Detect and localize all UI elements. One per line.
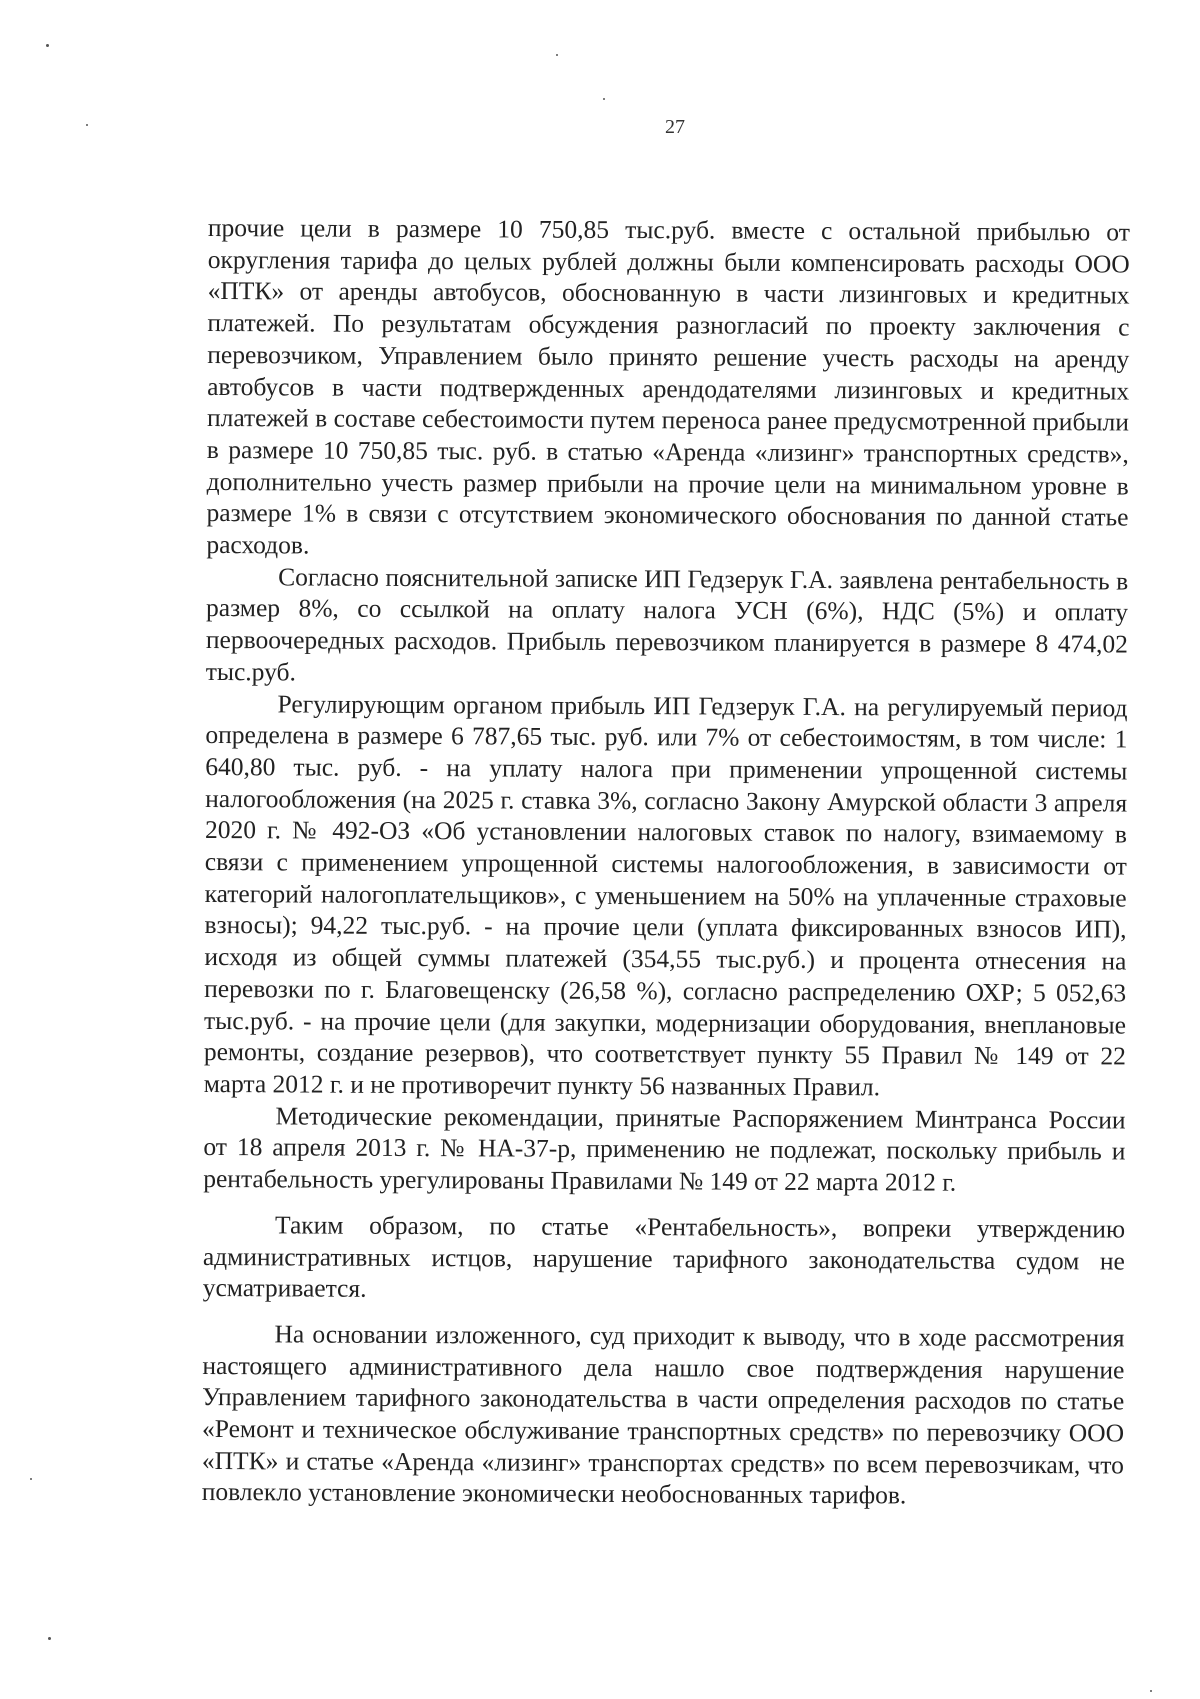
body-text (202, 212, 1130, 1513)
scan-speck (556, 54, 558, 56)
scan-speck (46, 44, 49, 47)
scan-speck (603, 98, 605, 100)
scan-speck (48, 1637, 51, 1640)
scan-speck (30, 1478, 32, 1480)
paragraph-regulator-profit: Регулирующим органом прибыль ИП Гедзерук Г.А. на регулируемый период определена в размере 6 787,65 тыс. руб. или 7% от себестоимостям, в том числе: 1 640,80 тыс. руб. - на уплату налога при применении упрощенной системы налогообложения (на 2025 г. ставка 3%, согласно Закону Амурской области 3 апреля 2020 г. № 492-ОЗ «Об установлении налоговых ставок по налогу, взимаемому в связи с применением упрощенной системы налогообложения, в зависимости от категорий налогоплательщиков», с уменьшением на 50% на уплаченные страховые взносы); 94,22 тыс.руб. - на прочие цели (уплата фиксированных взносов ИП), исходя из общей суммы платежей (354,55 тыс.руб.) и процента отнесения на перевозки по г. Благовещенску (26,58 %), согласно распределению ОХР; 5 052,63 тыс.руб. - на прочие цели (для закупки, модернизации оборудования, внеплановые ремонты, создание резервов), что соответствует пункту 55 Правил № 149 от 22 марта 2012 г. и не противоречит пункту 56 названных Правил. (203, 688, 1128, 1102)
paragraph-methodical-recommendations: Методические рекомендации, принятые Распоряжением Минтранса России от 18 апреля 2013 г. № НА-37-р, применению не подлежат, поскольку прибыль и рентабельность урегулированы Правилами № 149 от 22 марта 2012 г. (203, 1101, 1126, 1197)
paragraph-continuation: прочие цели в размере 10 750,85 тыс.руб. вместе с остальной прибылью от округления тарифа до целых рублей должны были компенсировать расходы ООО «ПТК» от аренды автобусов, обоснованную в части лизинговых и кредитных платежей. По результатам обсуждения разногласий по проекту заключения с перевозчиком, Управлением было принято решение учесть расходы на аренду автобусов в части подтвержденных арендодателями лизинговых и кредитных платежей в составе себестоимости путем переноса ранее предусмотренной прибыли в размере 10 750,85 тыс. руб. в статью «Аренда «лизинг» транспортных средств», дополнительно учесть размер прибыли на прочие цели на минимальном уровне в размере 1% в связи с отсутствием экономического обоснования по данной статье расходов. (206, 212, 1130, 560)
scan-speck (1150, 1690, 1152, 1692)
paragraph-profitability-conclusion: Таким образом, по статье «Рентабельность», вопреки утверждению административных истцов, нарушение тарифного законодательства судом не усматривается. (202, 1210, 1126, 1303)
page-number: 27 (665, 116, 685, 138)
paragraph-explanatory-note: Согласно пояснительной записке ИП Гедзерук Г.А. заявлена рентабельность в размер 8%, со ссылкой на оплату налога УСН (6%), НДС (5%) и оплату первоочередных расходов. Прибыль перевозчиком планируется в размере 8 474,02 тыс.руб. (205, 562, 1129, 687)
scan-speck (86, 124, 88, 126)
paragraph-final-conclusion: На основании изложенного, суд приходит к выводу, что в ходе рассмотрения настоящего административного дела нашло свое подтверждения нарушение Управлением тарифного законодательства в части определения расходов по статье «Ремонт и техническое обслуживание транспортных средств» по перевозчику ООО «ПТК» и статье «Аренда «лизинг» транспортах средств» по всем перевозчикам, что повлекло установление экономически необоснованных тарифов. (201, 1319, 1125, 1510)
